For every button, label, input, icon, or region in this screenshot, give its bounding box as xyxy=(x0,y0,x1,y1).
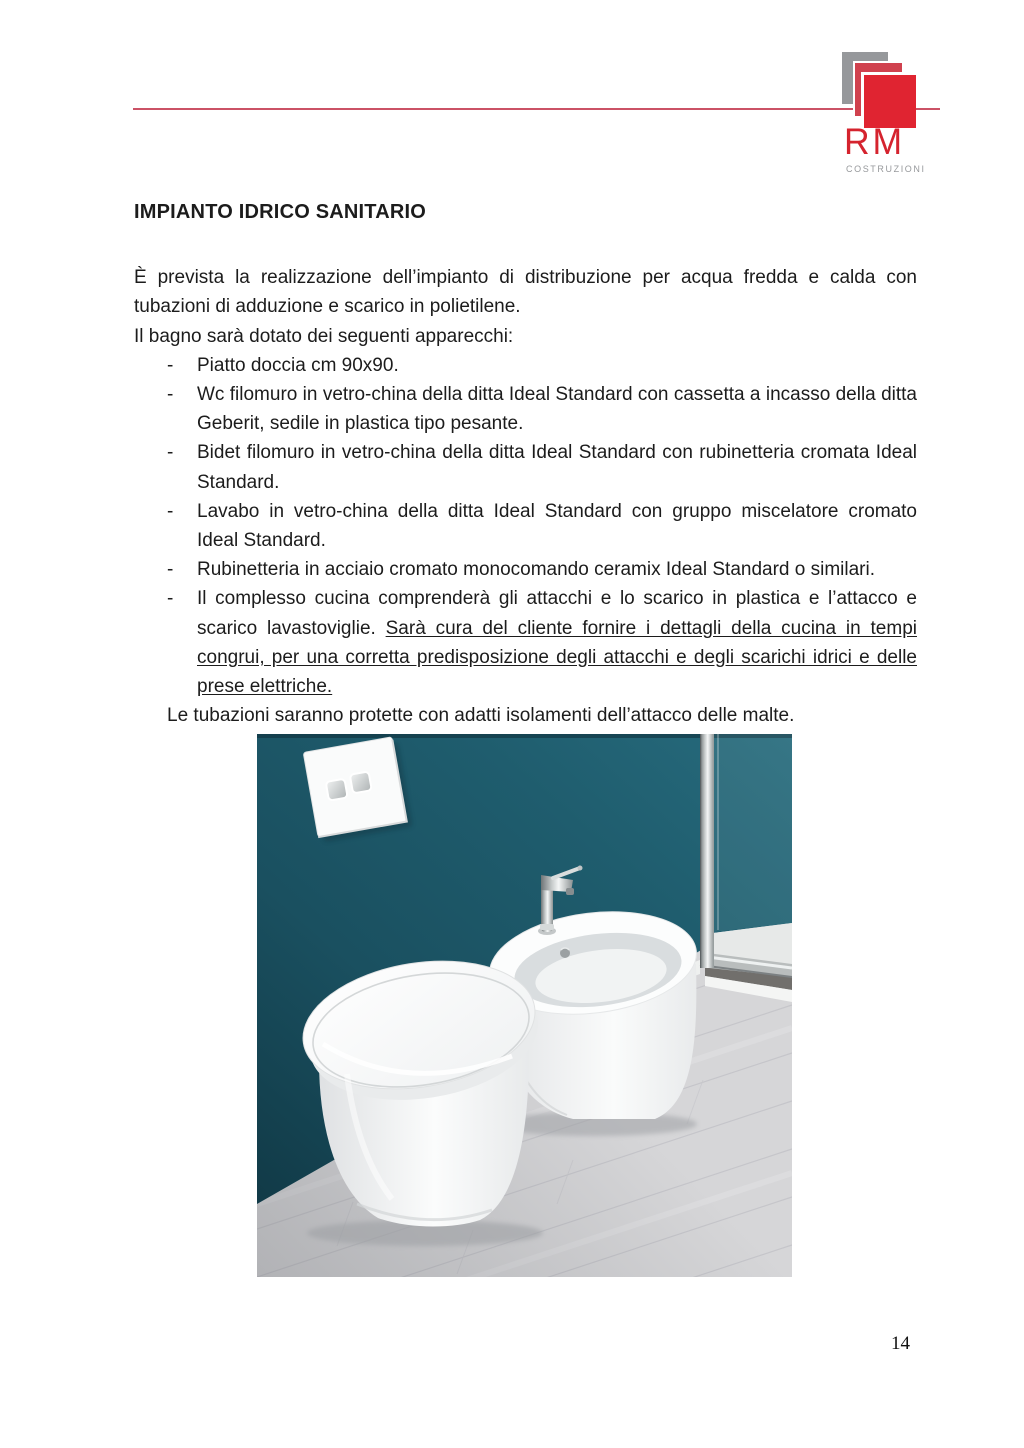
flush-button-small xyxy=(326,779,348,801)
list-item-underlined-text: Sarà cura del cliente fornire i dettagli della cucina in tempi congrui, per una corretta predisposizione degli attacchi e degli scarichi idrici e delle prese elettriche. xyxy=(197,617,917,698)
bullet-dash: - xyxy=(167,354,174,376)
list-item-text: Lavabo in vetro-china della ditta Ideal Standard con gruppo miscelatore cromato Ideal Standard. xyxy=(197,500,917,552)
bullet-dash: - xyxy=(167,442,174,464)
list-item xyxy=(167,555,917,584)
glass-frame-post xyxy=(700,734,714,968)
company-logo xyxy=(842,52,962,180)
list-item xyxy=(167,380,917,438)
bullet-dash: - xyxy=(167,559,174,581)
list-item xyxy=(167,497,917,555)
header-rule xyxy=(133,108,940,110)
logo-subtitle: COSTRUZIONI xyxy=(846,164,926,174)
intro-paragraph: È prevista la realizzazione dell’impianto di distribuzione per acqua fredda e calda con tubazioni di adduzione e scarico in polietilene. xyxy=(134,267,917,318)
flush-button-large xyxy=(350,771,372,793)
bullet-dash: - xyxy=(167,384,174,406)
list-item-text: Bidet filomuro in vetro-china della ditta Ideal Standard con rubinetteria cromata Ideal Standard. xyxy=(197,442,917,493)
page-title: IMPIANTO IDRICO SANITARIO xyxy=(134,201,427,223)
list-item-text: Piatto doccia cm 90x90. xyxy=(197,354,399,376)
bullet-dash: - xyxy=(167,500,174,522)
list-item xyxy=(167,584,917,701)
list-item xyxy=(167,351,917,380)
list-item-text: Il complesso cucina comprenderà gli attacchi e lo scarico in plastica e l’attacco e scarico lavastoviglie. xyxy=(197,588,917,639)
intro-lead-in: Il bagno sarà dotato dei seguenti apparecchi: xyxy=(134,325,514,347)
page-number: 14 xyxy=(891,1333,910,1354)
closing-line: Le tubazioni saranno protette con adatti isolamenti dell’attacco delle malte. xyxy=(167,705,795,727)
logo-square-red xyxy=(861,72,916,128)
list-item-text: Wc filomuro in vetro-china della ditta Ideal Standard con cassetta a incasso della ditta Geberit, sedile in plastica tipo pesante. xyxy=(197,384,917,435)
document-body xyxy=(134,198,917,730)
appliance-list xyxy=(134,351,917,701)
list-item xyxy=(167,438,917,496)
list-item-text: Rubinetteria in acciaio cromato monocomando ceramix Ideal Standard o similari. xyxy=(197,559,875,581)
logo-abbr: RM xyxy=(844,121,906,162)
bullet-dash: - xyxy=(167,588,174,610)
bathroom-photo xyxy=(257,734,792,1277)
flush-plate xyxy=(303,736,413,843)
